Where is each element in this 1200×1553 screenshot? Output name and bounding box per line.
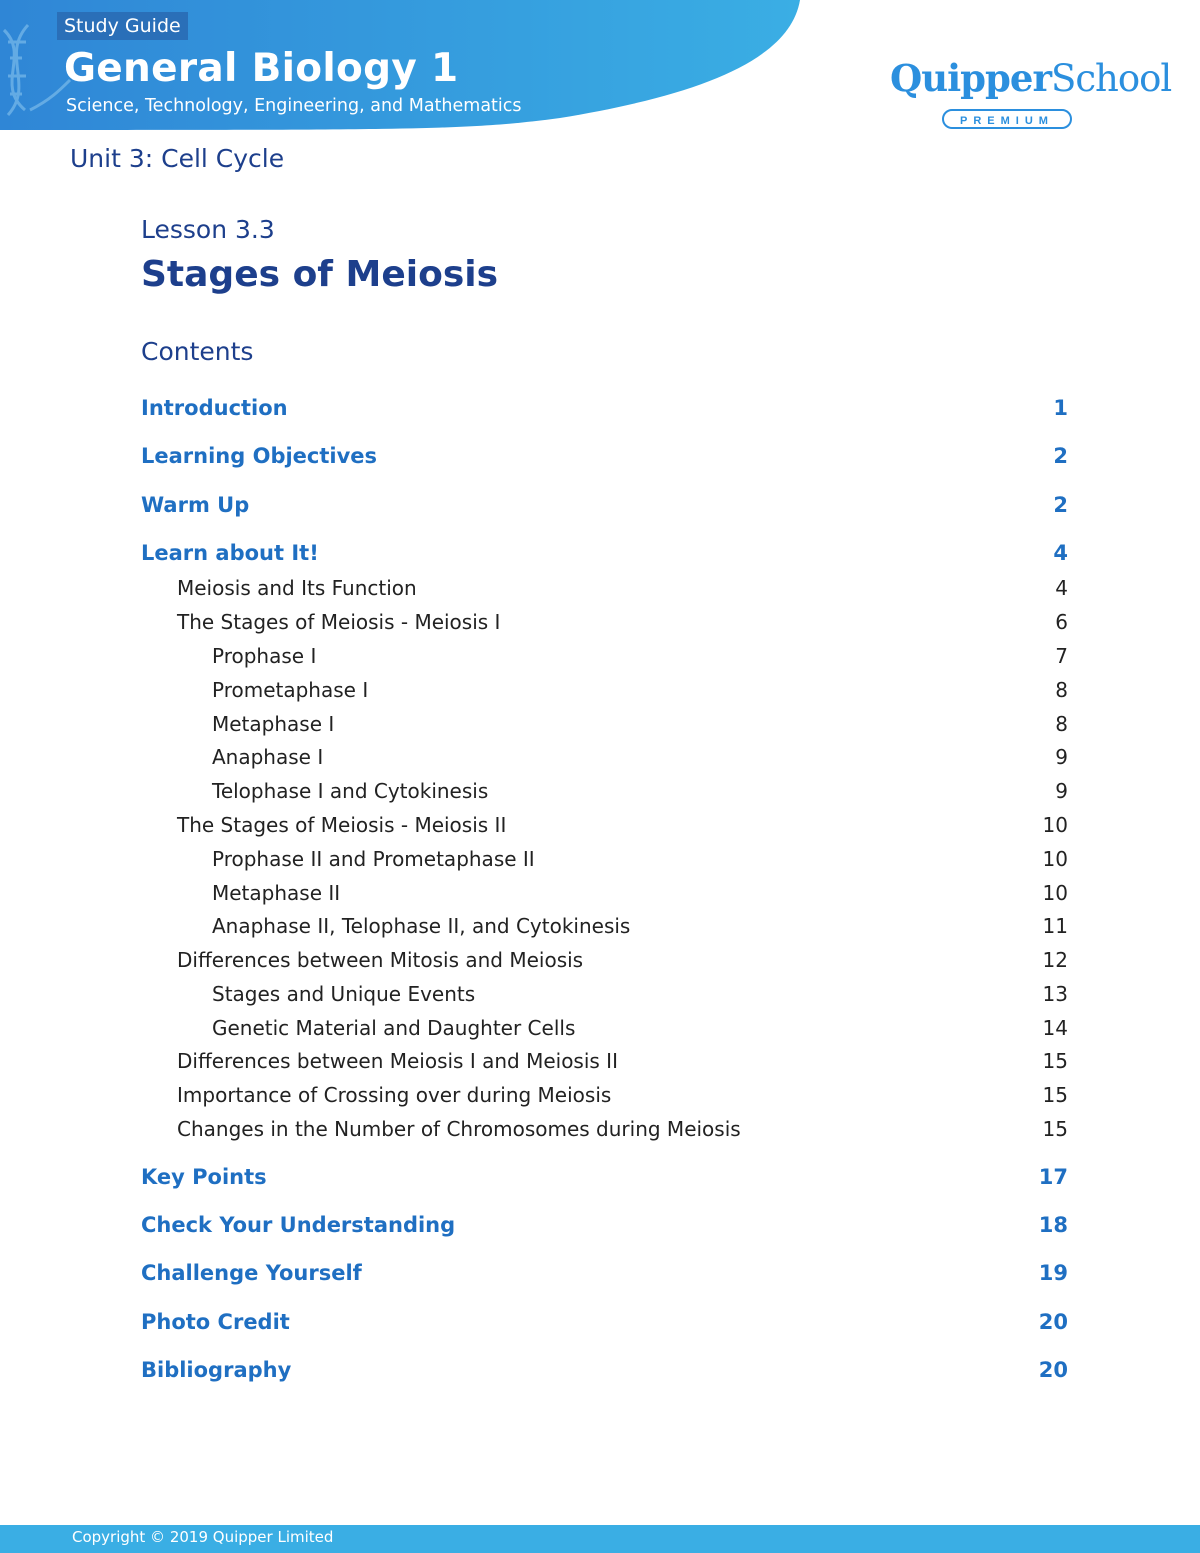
toc-label: Differences between Meiosis I and Meiosis II: [177, 1049, 618, 1073]
toc-entry-learn-about-it[interactable]: [0, 541, 1200, 571]
toc-label: The Stages of Meiosis - Meiosis I: [177, 610, 501, 634]
toc-label: Introduction: [141, 396, 288, 420]
toc-entry-metaphase-i[interactable]: [0, 712, 1200, 742]
toc-entry-metaphase-ii[interactable]: [0, 881, 1200, 911]
toc-page: 8: [1055, 712, 1068, 736]
toc-page: 10: [1042, 881, 1068, 905]
toc-label: Anaphase II, Telophase II, and Cytokinesis: [212, 914, 631, 938]
toc-entry-meiosis-ii[interactable]: [0, 813, 1200, 843]
toc-page: 13: [1042, 982, 1068, 1006]
toc-page: 19: [1038, 1261, 1068, 1285]
toc-entry-meiosis-i[interactable]: [0, 610, 1200, 640]
quipper-school-logo: [890, 56, 1172, 136]
toc-page: 7: [1055, 644, 1068, 668]
toc-entry-photo-credit[interactable]: [0, 1310, 1200, 1340]
toc-label: Metaphase I: [212, 712, 335, 736]
toc-label: Check Your Understanding: [141, 1213, 456, 1237]
toc-entry-learning-objectives[interactable]: [0, 444, 1200, 474]
toc-label: Prometaphase I: [212, 678, 369, 702]
toc-label: Photo Credit: [141, 1310, 290, 1334]
toc-page: 20: [1038, 1310, 1068, 1334]
toc-entry-prophase-ii[interactable]: [0, 847, 1200, 877]
toc-page: 10: [1042, 813, 1068, 837]
toc-page: 20: [1038, 1358, 1068, 1382]
contents-heading: Contents: [141, 337, 254, 366]
toc-entry-warm-up[interactable]: [0, 493, 1200, 523]
toc-page: 14: [1042, 1016, 1068, 1040]
toc-page: 18: [1038, 1213, 1068, 1237]
toc-entry-prometaphase-i[interactable]: [0, 678, 1200, 708]
toc-entry-prophase-i[interactable]: [0, 644, 1200, 674]
toc-entry-key-points[interactable]: [0, 1165, 1200, 1195]
course-subtitle: Science, Technology, Engineering, and Mathematics: [66, 96, 522, 116]
study-guide-badge: Study Guide: [57, 12, 188, 40]
toc-page: 12: [1042, 948, 1068, 972]
toc-label: Stages and Unique Events: [212, 982, 476, 1006]
toc-label: Key Points: [141, 1165, 267, 1189]
toc-label: Metaphase II: [212, 881, 341, 905]
toc-label: Genetic Material and Daughter Cells: [212, 1016, 576, 1040]
toc-entry-check-understanding[interactable]: [0, 1213, 1200, 1243]
toc-label: Telophase I and Cytokinesis: [212, 779, 489, 803]
toc-page: 17: [1038, 1165, 1068, 1189]
course-title: General Biology 1: [64, 46, 459, 91]
toc-page: 10: [1042, 847, 1068, 871]
toc-page: 1: [1053, 396, 1068, 420]
toc-label: The Stages of Meiosis - Meiosis II: [177, 813, 507, 837]
toc-label: Bibliography: [141, 1358, 292, 1382]
toc-entry-genetic-material[interactable]: [0, 1016, 1200, 1046]
toc-page: 11: [1042, 914, 1068, 938]
toc-page: 15: [1042, 1117, 1068, 1141]
toc-page: 9: [1055, 779, 1068, 803]
toc-entry-meiosis-function[interactable]: [0, 576, 1200, 606]
toc-page: 9: [1055, 745, 1068, 769]
toc-label: Importance of Crossing over during Meiosis: [177, 1083, 612, 1107]
toc-page: 2: [1053, 493, 1068, 517]
toc-label: Learning Objectives: [141, 444, 378, 468]
toc-page: 6: [1055, 610, 1068, 634]
lesson-title: Stages of Meiosis: [141, 254, 499, 295]
unit-title: Unit 3: Cell Cycle: [70, 144, 285, 173]
toc-label: Challenge Yourself: [141, 1261, 362, 1285]
logo-quipper: Quipper: [890, 56, 1051, 100]
toc-page: 15: [1042, 1083, 1068, 1107]
toc-entry-anaphase-i[interactable]: [0, 745, 1200, 775]
toc-entry-telophase-i[interactable]: [0, 779, 1200, 809]
toc-label: Changes in the Number of Chromosomes during Meiosis: [177, 1117, 741, 1141]
toc-label: Prophase I: [212, 644, 317, 668]
toc-entry-introduction[interactable]: [0, 396, 1200, 426]
toc-label: Anaphase I: [212, 745, 324, 769]
footer-bar: [0, 1525, 1200, 1553]
logo-school: School: [1050, 57, 1172, 100]
toc-page: 15: [1042, 1049, 1068, 1073]
toc-entry-meiosis-i-vs-ii[interactable]: [0, 1049, 1200, 1079]
toc-entry-anaphase-ii[interactable]: [0, 914, 1200, 944]
toc-label: Learn about It!: [141, 541, 319, 565]
toc-page: 4: [1053, 541, 1068, 565]
toc-entry-mitosis-vs-meiosis[interactable]: [0, 948, 1200, 978]
toc-entry-challenge-yourself[interactable]: [0, 1261, 1200, 1291]
toc-label: Meiosis and Its Function: [177, 576, 417, 600]
copyright-text: Copyright © 2019 Quipper Limited: [72, 1528, 334, 1546]
toc-entry-bibliography[interactable]: [0, 1358, 1200, 1388]
logo-premium: PREMIUM: [942, 109, 1072, 129]
toc-label: Warm Up: [141, 493, 250, 517]
toc-entry-chromosome-number[interactable]: [0, 1117, 1200, 1147]
toc-entry-crossing-over[interactable]: [0, 1083, 1200, 1113]
toc-entry-stages-unique-events[interactable]: [0, 982, 1200, 1012]
toc-page: 2: [1053, 444, 1068, 468]
toc-label: Prophase II and Prometaphase II: [212, 847, 535, 871]
toc-page: 4: [1055, 576, 1068, 600]
toc-page: 8: [1055, 678, 1068, 702]
toc-label: Differences between Mitosis and Meiosis: [177, 948, 584, 972]
lesson-number: Lesson 3.3: [141, 215, 275, 244]
